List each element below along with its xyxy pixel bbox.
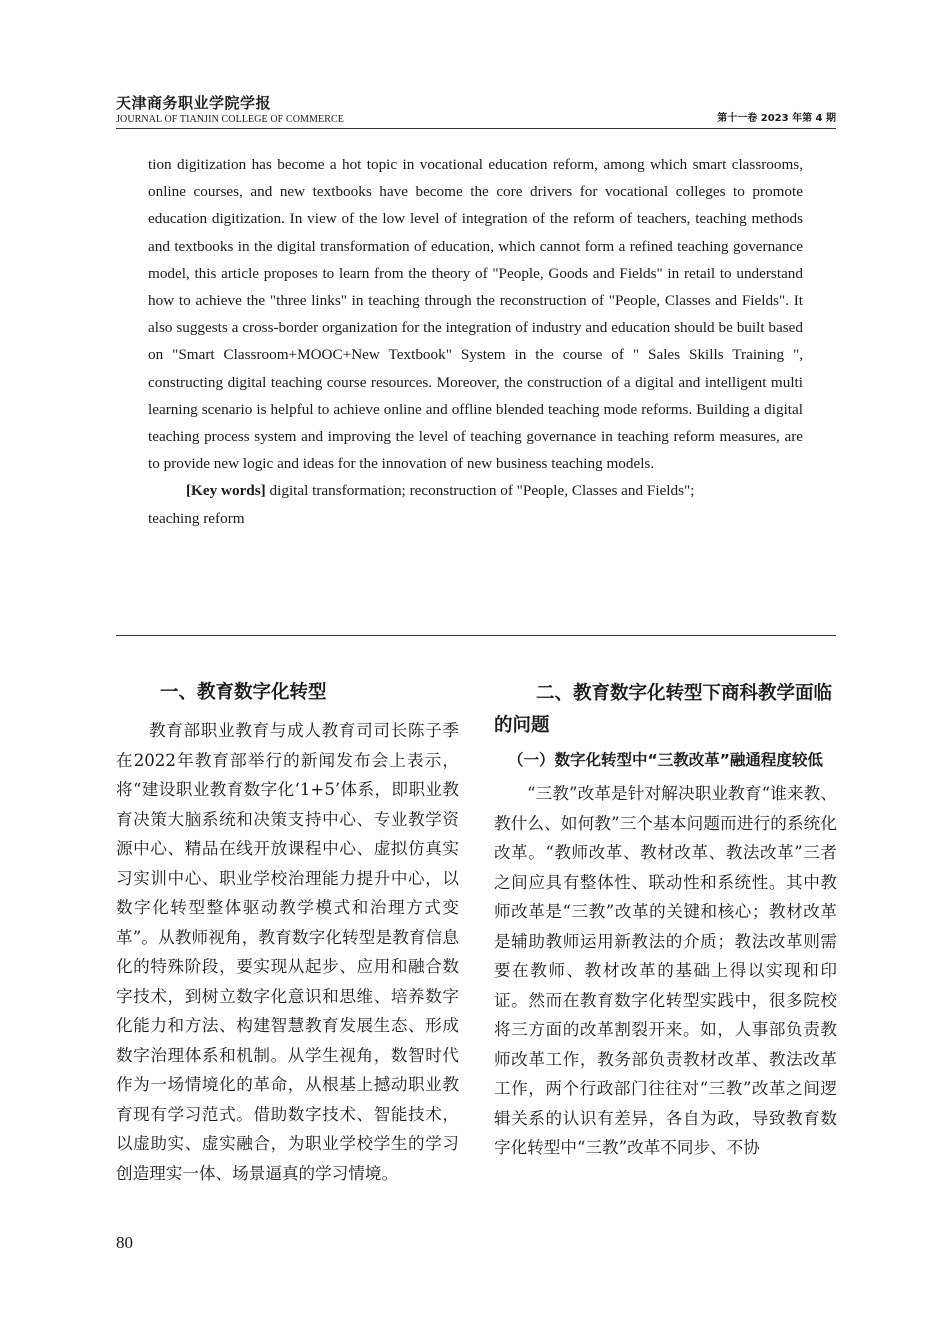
section-1-paragraph: 教育部职业教育与成人教育司司长陈子季在2022年教育部举行的新闻发布会上表示，将“建设职业教育数字化‘1+5’体系，即职业教育决策大脑系统和决策支持中心、专业教学资源中心、精品在线开放课程中心、虚拟仿真实习实训中心、职业学校治理能力提升中心，以数字化转型整体驱动教学模式和治理方式变革”。从教师视角，教育数字化转型是教育信息化的特殊阶段，要实现从起步、应用和融合数字技术，到树立数字化意识和思维、培养数字化能力和方法、构建智慧教育发展生态、形成数字治理体系和机制。从学生视角，数智时代作为一场情境化的革命，从根基上撼动职业教育现有学习范式。借助数字技术、智能技术，以虚助实、虚实融合，为职业学校学生的学习创造理实一体、场景逼真的学习情境。 bbox=[116, 721, 459, 1183]
subsection-title-2-1: （一）数字化转型中“三教改革”融通程度较低 bbox=[508, 751, 823, 769]
header-divider bbox=[116, 128, 836, 129]
page-number: 80 bbox=[116, 1233, 133, 1252]
issue-info: 第十一卷 2023 年第 4 期 bbox=[717, 113, 836, 124]
left-column bbox=[116, 678, 459, 1188]
section-divider bbox=[116, 635, 836, 636]
keywords-label: [Key words] bbox=[186, 482, 266, 500]
keywords-continuation: teaching reform bbox=[148, 509, 245, 527]
keywords-line bbox=[148, 477, 803, 504]
journal-title-cn: 天津商务职业学院学报 bbox=[116, 94, 272, 112]
section-title-1: 一、教育数字化转型 bbox=[160, 682, 327, 703]
keywords-text: digital transformation; reconstruction of "People, Classes and Fields"; bbox=[265, 482, 695, 500]
page-header bbox=[116, 94, 836, 128]
section-title-2: 二、教育数字化转型下商科教学面临的问题 bbox=[494, 683, 833, 736]
abstract-paragraph: tion digitization has become a hot topic in vocational education reform, among which smart classrooms, online courses, and new textbooks have become the core drivers for vocational colleges to promote education digitization. In view of the low level of integration of the reform of teachers, teaching methods and textbooks in the digital transformation of education, which cannot form a refined teaching governance model, this article proposes to learn from the theory of "People, Goods and Fields" in retail to understand how to achieve the "three links" in teaching through the reconstruction of "People, Classes and Fields". It also suggests a cross-border organization for the integration of industry and education should be built based on "Smart Classroom+MOOC+New Textbook" System in the course of " Sales Skills Training ", constructing digital teaching course resources. Moreover, the construction of a digital and intelligent multi learning scenario is helpful to achieve online and offline blended teaching mode reforms. Building a digital teaching process system and improving the level of teaching governance in teaching reform measures, are to provide new logic and ideas for the innovation of new business teaching models. bbox=[148, 156, 803, 473]
abstract-section bbox=[148, 151, 803, 532]
section-2-paragraph: “三教”改革是针对解决职业教育“谁来教、教什么、如何教”三个基本问题而进行的系统化改革。“教师改革、教材改革、教法改革”三者之间应具有整体性、联动性和系统性。其中教师改革是“三教”改革的关键和核心；教材改革是辅助教师运用新教法的介质；教法改革则需要在教师、教材改革的基础上得以实现和印证。然而在教育数字化转型实践中，很多院校将三方面的改革割裂开来。如，人事部负责教师改革工作，教务部负责教材改革、教法改革工作，两个行政部门往往对“三教”改革之间逻辑关系的认识有差异，各自为政，导致教育数字化转型中“三教”改革不同步、不协 bbox=[494, 784, 837, 1157]
right-column bbox=[494, 678, 837, 1163]
journal-title-en: JOURNAL OF TIANJIN COLLEGE OF COMMERCE bbox=[116, 114, 344, 125]
